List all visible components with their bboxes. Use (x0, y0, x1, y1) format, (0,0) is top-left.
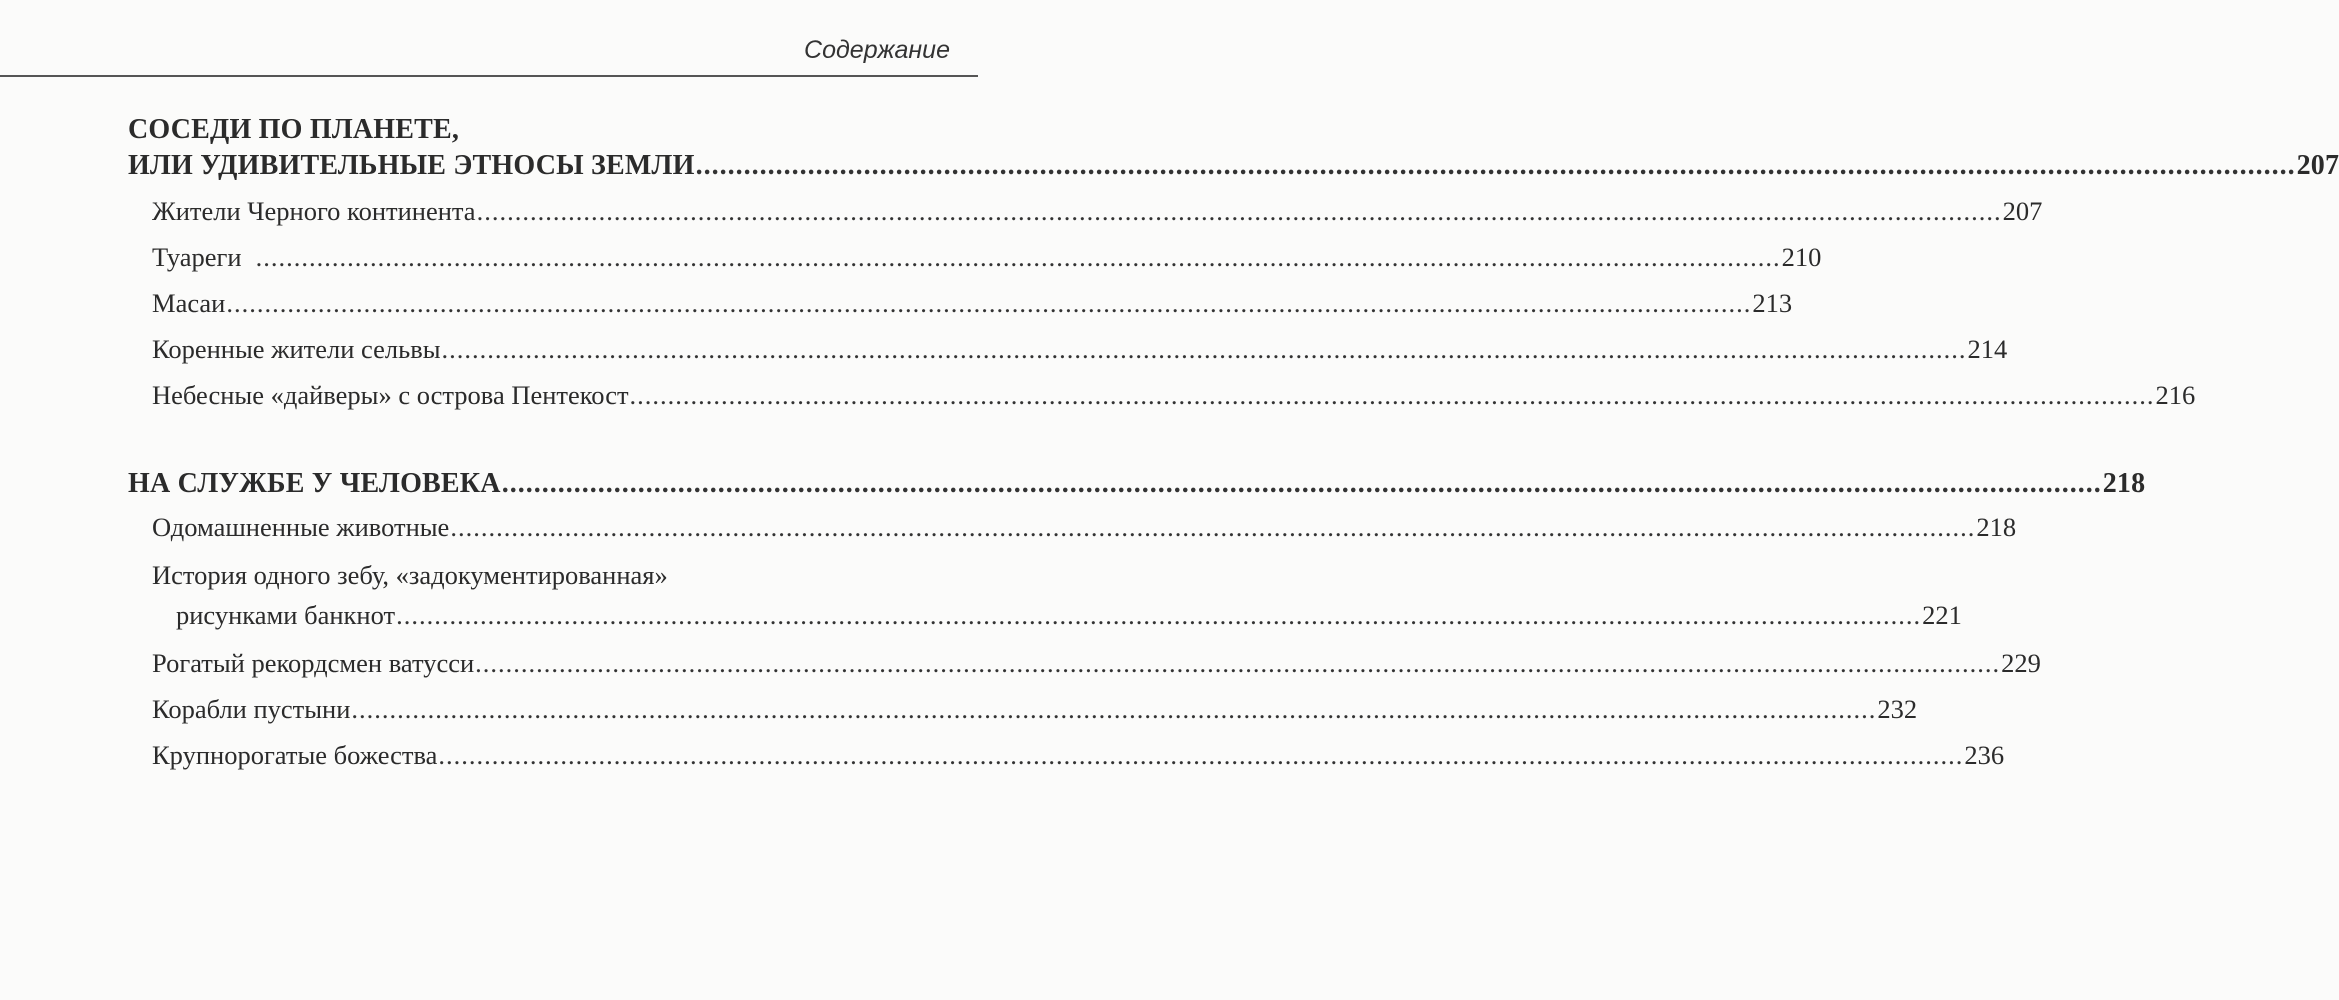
entry-title: Коренные жители сельвы (152, 334, 441, 364)
dot-leader: ........................................................................................................................................................................................................ (695, 150, 2296, 181)
dot-leader: ........................................................................................................................................................................................................ (441, 334, 1967, 364)
page-number: 210 (1781, 242, 1822, 272)
page-number: 218 (1976, 512, 2017, 542)
dot-leader: ........................................................................................................................................................................................................ (255, 242, 1781, 272)
page-number: 214 (1967, 334, 2008, 364)
section-title-line1: СОСЕДИ ПО ПЛАНЕТЕ, (128, 114, 460, 145)
toc-entry[interactable] (152, 740, 2005, 771)
page-number: 232 (1877, 694, 1918, 724)
page-number: 236 (1964, 740, 2005, 770)
page-number: 207 (2296, 150, 2339, 181)
dot-leader: ........................................................................................................................................................................................................ (396, 600, 1922, 630)
dot-leader: ........................................................................................................................................................................................................ (476, 196, 2002, 226)
entry-title: рисунками банкнот (176, 600, 396, 630)
dot-leader: ........................................................................................................................................................................................................ (450, 512, 1976, 542)
toc-entry[interactable] (152, 380, 2196, 411)
toc-entry[interactable] (176, 600, 1962, 631)
dot-leader: ........................................................................................................................................................................................................ (226, 288, 1752, 318)
page-number: 221 (1922, 600, 1962, 630)
toc-entry[interactable] (152, 242, 1822, 273)
dot-leader: ........................................................................................................................................................................................................ (351, 694, 1877, 724)
entry-title: Небесные «дайверы» с острова Пентекост (152, 380, 629, 410)
dot-leader: ........................................................................................................................................................................................................ (475, 648, 2001, 678)
page-number: 216 (2155, 380, 2196, 410)
dot-leader: ........................................................................................................................................................................................................ (629, 380, 2155, 410)
page-number: 207 (2002, 196, 2043, 226)
section-title: НА СЛУЖБЕ У ЧЕЛОВЕКА (128, 468, 501, 499)
dot-leader: ........................................................................................................................................................................................................ (501, 468, 2102, 499)
entry-title: Крупнорогатые божества (152, 740, 438, 770)
dot-leader: ........................................................................................................................................................................................................ (438, 740, 1964, 770)
toc-entry[interactable] (152, 196, 2043, 227)
entry-title: Масаи (152, 288, 226, 318)
running-head: Содержание (804, 36, 950, 64)
entry-title: Корабли пустыни (152, 694, 351, 724)
page-number: 213 (1752, 288, 1793, 318)
page-number: 229 (2001, 648, 2041, 678)
toc-entry[interactable] (152, 512, 2017, 543)
entry-title: Туареги (152, 242, 242, 272)
toc-entry[interactable] (152, 288, 1793, 319)
toc-entry[interactable] (152, 694, 1918, 725)
toc-entry[interactable] (152, 648, 2041, 679)
toc-section-entry[interactable] (128, 150, 2339, 182)
toc-entry[interactable] (152, 334, 2008, 365)
entry-title: Жители Черного континента (152, 196, 476, 226)
section-title: ИЛИ УДИВИТЕЛЬНЫЕ ЭТНОСЫ ЗЕМЛИ (128, 150, 695, 181)
toc-section-entry[interactable] (128, 468, 2146, 500)
page-number: 218 (2102, 468, 2146, 499)
entry-title: Рогатый рекордсмен ватусси (152, 648, 475, 678)
entry-title: Одомашненные животные (152, 512, 450, 542)
entry-title-line1: История одного зебу, «задокументированная» (152, 560, 668, 590)
